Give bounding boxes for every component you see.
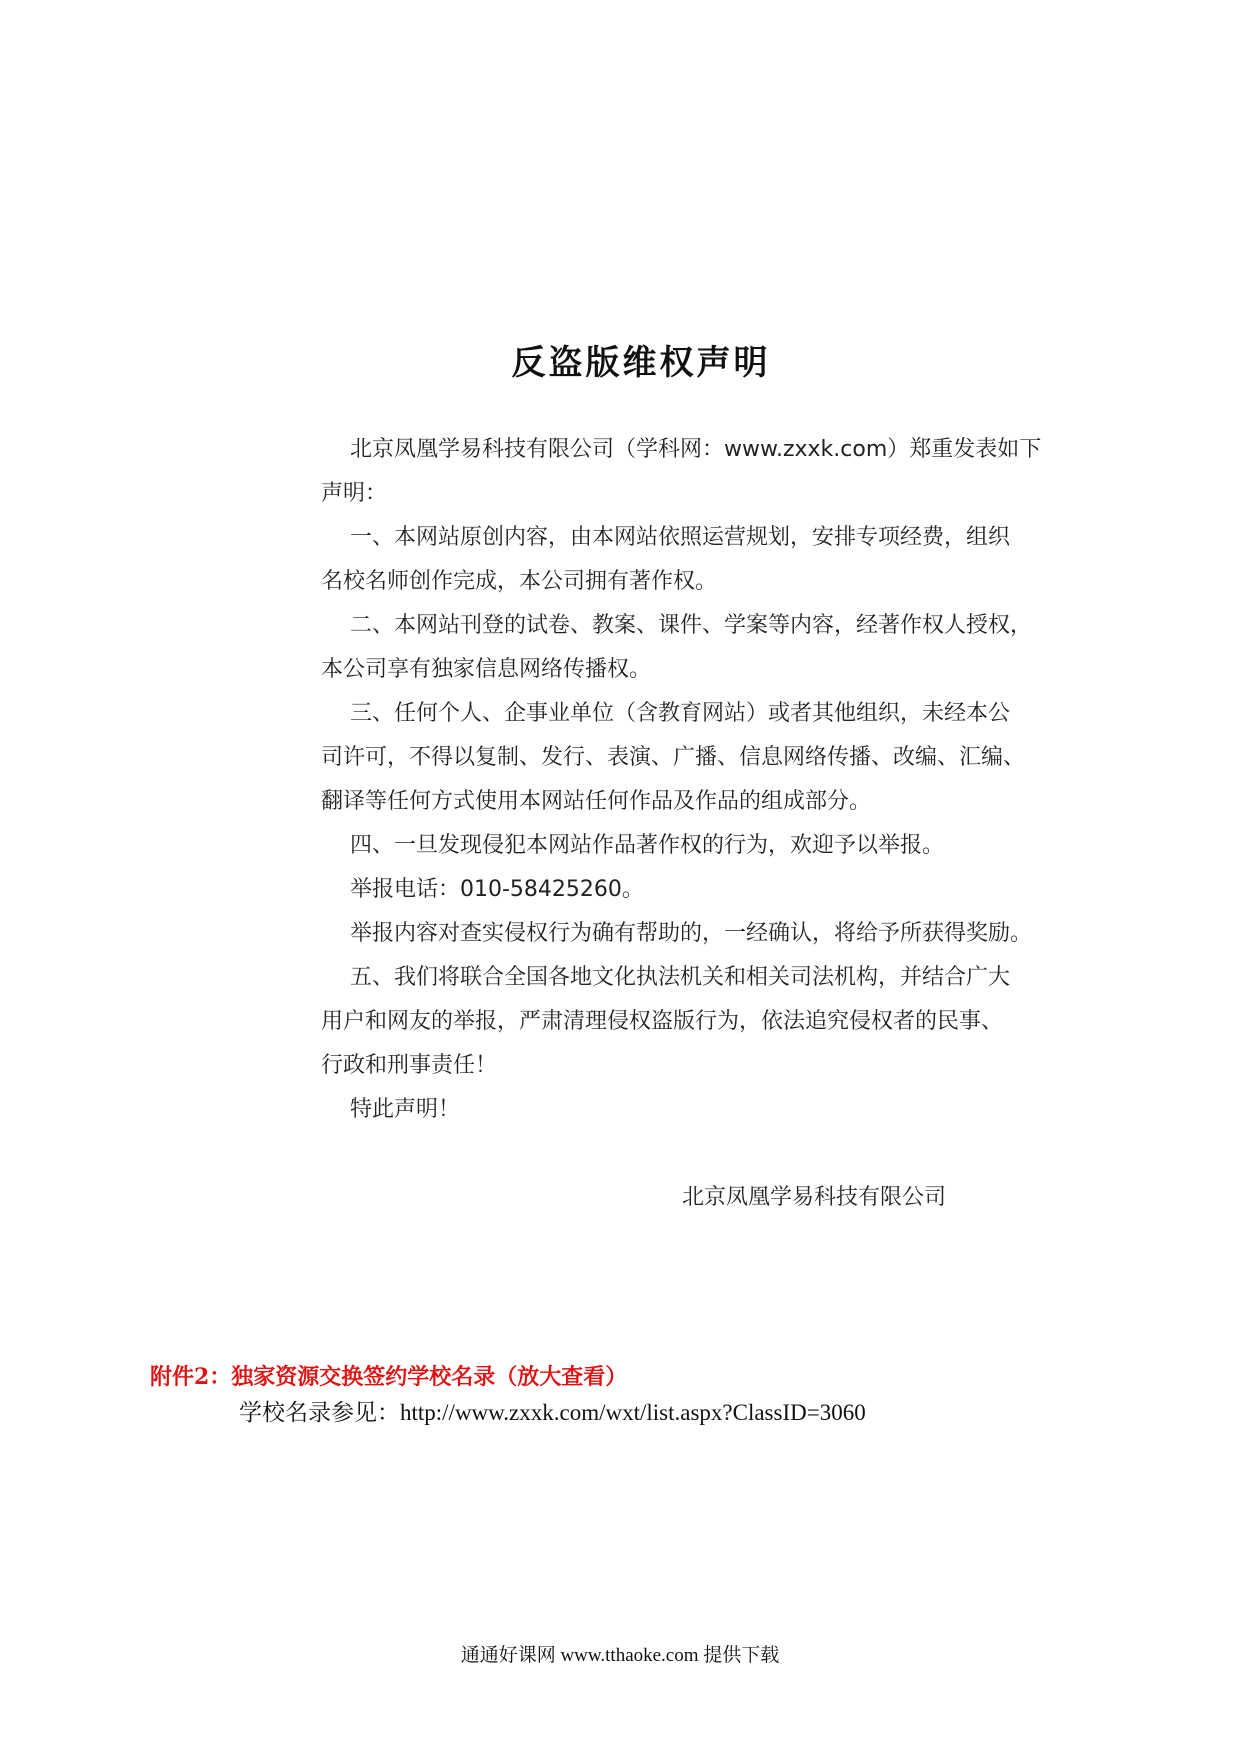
paragraph-line: 本公司享有独家信息网络传播权。 bbox=[321, 657, 652, 682]
paragraph-line: 五、我们将联合全国各地文化执法机关和相关司法机构，并结合广大 bbox=[350, 965, 1011, 990]
paragraph-line: 举报电话：010-58425260。 bbox=[350, 877, 644, 902]
paragraph-line: 三、任何个人、企事业单位（含教育网站）或者其他组织，未经本公 bbox=[350, 701, 1011, 726]
attachment-link[interactable]: 学校名录参见：http://www.zxxk.com/wxt/list.aspx?ClassID=3060 bbox=[239, 1400, 866, 1425]
paragraph-line: 声明： bbox=[321, 481, 388, 506]
attachment-title: 附件2：独家资源交换签约学校名录（放大查看） bbox=[150, 1364, 628, 1390]
paragraph-line: 司许可，不得以复制、发行、表演、广播、信息网络传播、改编、汇编、 bbox=[321, 745, 1026, 770]
paragraph-line: 翻译等任何方式使用本网站任何作品及作品的组成部分。 bbox=[321, 789, 872, 814]
paragraph-line: 特此声明！ bbox=[350, 1097, 461, 1122]
paragraph-line: 北京凤凰学易科技有限公司（学科网：www.zxxk.com）郑重发表如下 bbox=[350, 437, 1042, 462]
page-title: 反盗版维权声明 bbox=[511, 343, 771, 383]
paragraph-line: 一、本网站原创内容，由本网站依照运营规划，安排专项经费，组织 bbox=[350, 525, 1011, 550]
signature: 北京凤凰学易科技有限公司 bbox=[682, 1185, 947, 1210]
paragraph-line: 四、一旦发现侵犯本网站作品著作权的行为，欢迎予以举报。 bbox=[350, 833, 945, 858]
paragraph-line: 名校名师创作完成，本公司拥有著作权。 bbox=[321, 569, 718, 594]
paragraph-line: 用户和网友的举报，严肃清理侵权盗版行为，依法追究侵权者的民事、 bbox=[321, 1009, 1004, 1034]
paragraph-line: 行政和刑事责任！ bbox=[321, 1053, 498, 1078]
paragraph-line: 二、本网站刊登的试卷、教案、课件、学案等内容，经著作权人授权， bbox=[350, 613, 1033, 638]
statement-body bbox=[321, 428, 1042, 1132]
paragraph-line: 举报内容对查实侵权行为确有帮助的，一经确认，将给予所获得奖励。 bbox=[350, 921, 1033, 946]
footer-text: 通通好课网 www.tthaoke.com 提供下载 bbox=[460, 1645, 780, 1666]
